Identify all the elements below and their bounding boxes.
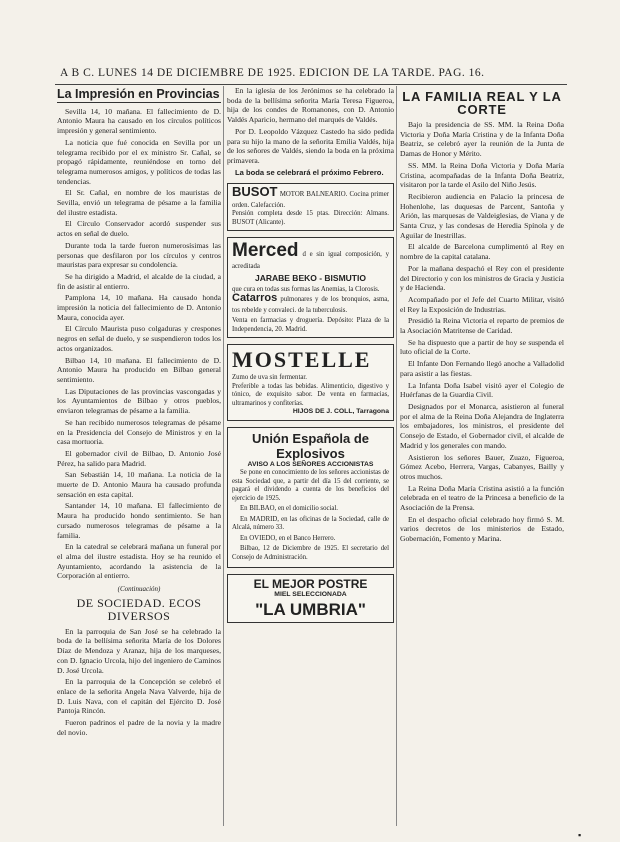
paragraph: La Infanta Doña Isabel visitó ayer el Colegio de Huérfanas de la Guardia Civil. (400, 380, 564, 400)
ad-la-umbria (227, 574, 394, 623)
column-divider-1 (223, 86, 224, 826)
paragraph: Acompañado por el Jefe del Cuarto Militar, visitó el Rey la Exposición de Industrias. (400, 294, 564, 314)
ad-merced-text1: que cura en todas sus formas las Anemias, la Clorosis. (232, 285, 380, 293)
paragraph: San Sebastián 14, 10 mañana. La noticia de la muerte de D. Antonio Maura ha causado profunda sensación en esta capital. (57, 470, 221, 499)
paragraph: Por D. Leopoldo Vázquez Castedo ha sido pedida para su hijo la mano de la señorita Emilia Valdés, hija de los señores de Valdés, siendo la boda en la próxima primavera. (227, 126, 394, 165)
page-header: A B C. LUNES 14 DE DICIEMBRE DE 1925. EDICION DE LA TARDE. PAG. 16. (60, 67, 485, 79)
paragraph: Se han recibido numerosos telegramas de pésame en la Presidencia del Consejo de Ministros y en la casa mortuoria. (57, 417, 221, 447)
paragraph: Pamplona 14, 10 mañana. Ha causado honda impresión la noticia del fallecimiento de D. Antonio Maura, conocida ayer. (57, 293, 221, 322)
paragraph: Durante toda la tarde fueron numerosísimas las personas que desfilaron por los círculos y centros mauristas para expresar su condolencia. (57, 240, 221, 270)
ad-mostelle-sub: Zumo de uva sin fermentar. (232, 374, 307, 382)
ad-busot (227, 183, 394, 231)
paragraph: Presidió la Reina Victoria el reparto de premios de la Asociación Matritense de Caridad. (400, 316, 564, 336)
paragraph: Bilbao 14, 10 mañana. El fallecimiento de D. Antonio Maura ha producido en Bilbao general sentimiento. (57, 355, 221, 384)
paragraph: En BILBAO, en el domicilio social. (240, 505, 338, 513)
paragraph: En el despacho oficial celebrado hoy firmó S. M. varios decretos de los ministerios de Estado, Gobernación, Fomento y Marina. (400, 514, 564, 544)
paragraph: SS. MM. la Reina Doña Victoria y Doña María Cristina, acompañadas de la Infanta Doña Beatriz, visitaron por la tarde el Asilo del Niño Jesús. (400, 160, 564, 190)
paragraph: La Reina Doña María Cristina asistió a la función celebrada en el teatro de la Princesa a beneficio de la Asociación de la Prensa. (400, 483, 564, 513)
column-left (57, 86, 221, 826)
ad-umbria-name: "LA UMBRIA" (255, 599, 366, 619)
ad-busot-title: BUSOT (232, 184, 278, 200)
paragraph: Por la mañana despachó el Rey con el presidente del Directorio y con los ministros de Gracia y Justicia y de Hacienda. (400, 263, 564, 293)
ad-mostelle (227, 344, 394, 421)
ad-busot-sub: MOTOR BALNEARIO. Cocina primer orden. Calefacción. (232, 191, 390, 209)
paragraph: El Círculo Conservador acordó suspender sus actos en señal de duelo. (57, 219, 221, 239)
ad-merced-title: Merced (232, 240, 299, 262)
paragraph: Bajo la presidencia de SS. MM. la Reina Doña Victoria y Doña María Cristina y de la Infanta Doña Beatriz, se celebró ayer la reunión de la Junta de Damas de Honor y Mérito. (400, 120, 564, 159)
paragraph: En la parroquia de la Concepción se celebró el enlace de la señorita Angela Nava Valverde, hija de D. Luis Nava, con el capitán del Ejército D. José Pantoja Rincón. (57, 677, 221, 716)
ad-union-explosivos (227, 427, 394, 569)
ad-merced-text2: pulmonares y de los bronquios, asma, tos rebelde y convaleci. de la tuberculosis. (232, 296, 389, 314)
ad-umbria-line2: MIEL SELECCIONADA (274, 591, 347, 599)
paragraph: Se ha dirigido a Madrid, el alcalde de la ciudad, a fin de asistir al entierro. (57, 271, 221, 291)
paragraph: En la iglesia de los Jerónimos se ha celebrado la boda de la bellísima señorita María Teresa Figueroa, hija de los condes de Romanones, con D. Antonio Valdés Aparicio, hermano del marqués de Valdés. (227, 86, 394, 125)
paragraph: La noticia que fué conocida en Sevilla por un telegrama recibido por el ex ministro Sr. Cañal, se propagó rápidamente, reuniéndose en torno del telegrama numerosos amigos, y políticos de todas las tendencias. (57, 137, 221, 186)
paragraph: Se ha dispuesto que a partir de hoy se suspenda el luto oficial de la Corte. (400, 337, 564, 357)
paragraph: En MADRID, en las oficinas de la Sociedad, calle de Alcalá, número 33. (232, 515, 389, 532)
column-right (400, 86, 564, 826)
ad-busot-info: Pensión completa desde 15 ptas. Dirección: Almans. BUSOT (Alicante). (232, 210, 389, 226)
paragraph: Sevilla 14, 10 mañana. El fallecimiento de D. Antonio Maura ha causado en los círculos políticos impresión y general sentimiento. (57, 106, 221, 136)
section-label: (Continuación) (117, 585, 161, 594)
paragraph: El Infante Don Fernando llegó anoche a Valladolid para asistir a las fiestas. (400, 359, 564, 378)
ad-merced-brand: JARABE BEKO - BISMUTIO (255, 272, 366, 283)
ad-merced-shop: Venta en farmacias y droguería. Depósito: Plaza de la Independencia, 20. Madrid. (232, 317, 389, 333)
header-rule (55, 84, 567, 85)
paragraph-bold: La boda se celebrará el próximo Febrero. (235, 167, 384, 177)
article-title-provincias: La Impresión en Provincias (57, 87, 220, 101)
column-middle (227, 86, 394, 826)
ad-merced-catarros: Catarros (232, 292, 278, 305)
column-divider-2 (396, 86, 397, 826)
ad-merced (227, 237, 394, 338)
ad-mostelle-maker: HIJOS DE J. COLL, Tarragona (292, 408, 389, 416)
paragraph: Santander 14, 10 mañana. El fallecimiento de Maura ha producido hondo sentimiento. Se han cursado numerosos telegramas de pésame a la familia. (57, 501, 221, 540)
paragraph: Asistieron los señores Bauer, Zuazo, Figueroa, Gómez Acebo, Herrera, Vargas, Cabanyes, Bailly y otros muchos. (400, 452, 564, 481)
paragraph: Las Diputaciones de las provincias vascongadas y los Ayuntamientos de Bilbao y otros pueblos, enviaron telegramas de pésame a la familia. (57, 386, 221, 416)
paragraph: Bilbao, 12 de Diciembre de 1925. El secretario del Consejo de Administración. (232, 545, 389, 561)
ad-union-title: Unión Española de Explosivos (251, 430, 369, 461)
paragraph: El gobernador civil de Bilbao, D. Antonio José Pérez, ha salido para Madrid. (57, 448, 221, 468)
paragraph: El Círculo Maurista puso colgaduras y crespones negros en señal de duelo, y se suspendieron todos los actos organizados. (57, 324, 221, 353)
paragraph: En OVIEDO, en el Banco Herrero. (240, 534, 336, 542)
ad-umbria-line1: EL MEJOR POSTRE (253, 577, 368, 592)
paragraph: Fueron padrinos el padre de la novia y la madre del novio. (57, 718, 221, 737)
ad-merced-tagline: d e sin igual composición, y acreditada (232, 251, 389, 271)
paragraph: Designados por el Monarca, asistieron al funeral por el alma de la Reina Doña Alejandra de Inglaterra los embajadores, los ministros, el presidente del Consejo de Estado, el Gobernador civil, el alcalde de Madrid y los generales con mando. (400, 401, 564, 450)
ad-union-sub: AVISO A LOS SEÑORES ACCIONISTAS (247, 460, 374, 468)
paragraph: En la parroquia de San José se ha celebrado la boda de la bellísima señorita María de los Dolores Díaz de Mendoza y Aranaz, hija de los marqueses, con D. Ignacio Urcola, hijo del ingeniero de Caminos D. José Urcola. (57, 626, 221, 675)
section-title-ecos: DE SOCIEDAD. ECOS DIVERSOS (76, 595, 202, 623)
paragraph: Se pone en conocimiento de los señores accionistas de esta Sociedad que, a partir del día 15 del corriente, se pagará el dividendo a cuenta de los beneficios del ejercicio de 1925. (232, 469, 389, 502)
margin-mark: ▪ (578, 830, 582, 840)
ad-mostelle-title: MOSTELLE (232, 347, 372, 373)
paragraph: Recibieron audiencia en Palacio la princesa de Hohenlohe, las duquesas de Parcent, Santoña y Arión, las marquesas de Valdeiglesias, de Viana y de Santa Cruz, y las condesas de Heredia Spínola y de Aguilar de Inestrillas. (400, 191, 564, 240)
article-title-familia-real: LA FAMILIA REAL Y LA CORTE (402, 89, 562, 117)
paragraph: El Sr. Cañal, en nombre de los mauristas de Sevilla, envió un telegrama de pésame a la familia del ilustre estadista. (57, 188, 221, 217)
ad-mostelle-text: Preferible a todas las bebidas. Alimenticio, digestivo y tónico, de exquisito sabor. De venta en farmacias, ultramarinos y confiterías. (232, 382, 389, 407)
paragraph: En la catedral se celebrará mañana un funeral por el alma del ilustre estadista. Hoy se ha reunido el Ayuntamiento, acordando la asistencia de la Corporación al entierro. (57, 542, 221, 581)
paragraph: El alcalde de Barcelona cumplimentó al Rey en nombre de la capital catalana. (400, 242, 564, 262)
